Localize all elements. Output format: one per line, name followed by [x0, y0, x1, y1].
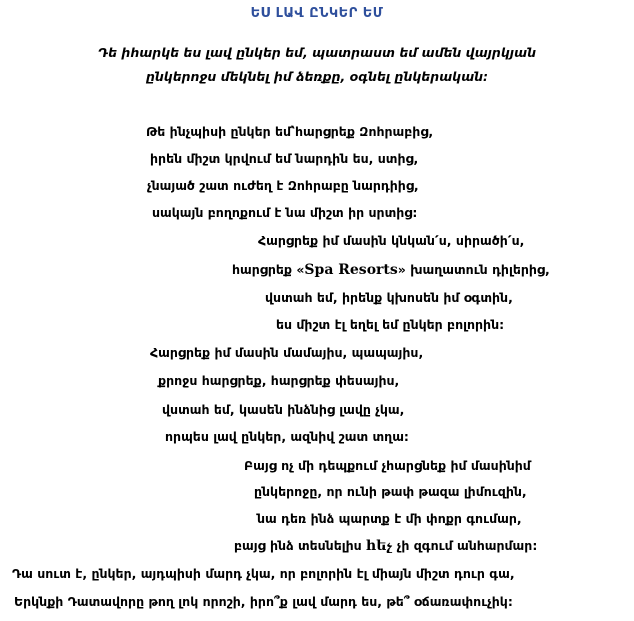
stanza1-line-2: իրեն միշտ կրվում եմ նարդին ես, ստից, [150, 151, 419, 166]
stanza1-line-1: Թե ինչպիսի ընկեր եմ՝հարցրեք Զոհրաբից, [146, 124, 434, 139]
poem-title: ԵՍ ԼԱՎ ԸՆԿԵՐ ԵՄ [250, 6, 384, 21]
stanza2-line-2-end: » խաղատուն դիլերից, [397, 262, 550, 277]
stanza4-line-4-start: բայց ինձ տեսնելիս [234, 538, 367, 553]
stanza1-line-3: չնայած շատ ուժեղ է Զոհրաբը նարդիից, [147, 178, 419, 193]
stanza4-line-4 [234, 538, 537, 554]
stanza2-line-2 [232, 262, 550, 278]
stanza4-line-2: ընկերոջը, որ ունի թափ թազա լիմուզին, [254, 484, 527, 499]
spa-resorts-brand: Spa Resorts [304, 262, 398, 278]
stanza3-line-2: քրոջս հարցրեք, հարցրեք փեսայիս, [158, 373, 400, 388]
closing-line-1: Դա սուտ է, ընկեր, այդպիսի մարդ չկա, որ բոլորին էլ միայն միշտ դուր գա, [12, 566, 515, 581]
hets-word: hեչ [366, 538, 393, 554]
stanza4-line-4-end: չի զգում անհարմար: [392, 538, 538, 553]
stanza3-line-3: վստահ եմ, կասեն ինձնից լավը չկա, [162, 402, 405, 417]
stanza2-line-4: ես միշտ էլ եղել եմ ընկեր բոլորին: [276, 317, 505, 332]
stanza2-line-2-start: հարցրեք « [232, 262, 305, 277]
stanza3-line-1: Հարցրեք իմ մասին մամայիս, պապայիս, [150, 345, 424, 360]
stanza4-line-3: նա դեռ ինձ պարտք է մի փոքր գումար, [257, 511, 522, 526]
stanza2-line-3: վստահ եմ, իրենք կխոսեն իմ օգտին, [265, 290, 513, 305]
intro-line-2: ընկերոջս մեկնել իմ ձեռքը, օգնել ընկերական: [145, 69, 489, 84]
stanza2-line-1: Հարցրեք իմ մասին կնկան՛ս, սիրածի՛ս, [258, 233, 525, 248]
closing-line-2: Երկնքի Դատավորը թող լոկ որոշի, իրո՞ք լավ մարդ ես, թե՞ օճառափուչիկ: [14, 594, 513, 609]
stanza3-line-4: որպես լավ ընկեր, ազնիվ շատ տղա: [165, 429, 409, 444]
stanza1-line-4: սակայն բողոքում է նա միշտ իր սրտից: [152, 205, 418, 220]
intro-line-1: Դե իհարկե ես լավ ընկեր եմ, պատրաստ եմ ամեն վայրկյան [97, 45, 537, 60]
stanza4-line-1: Բայց ոչ մի դեպքում չհարցնեք իմ մասինիմ [244, 458, 531, 473]
